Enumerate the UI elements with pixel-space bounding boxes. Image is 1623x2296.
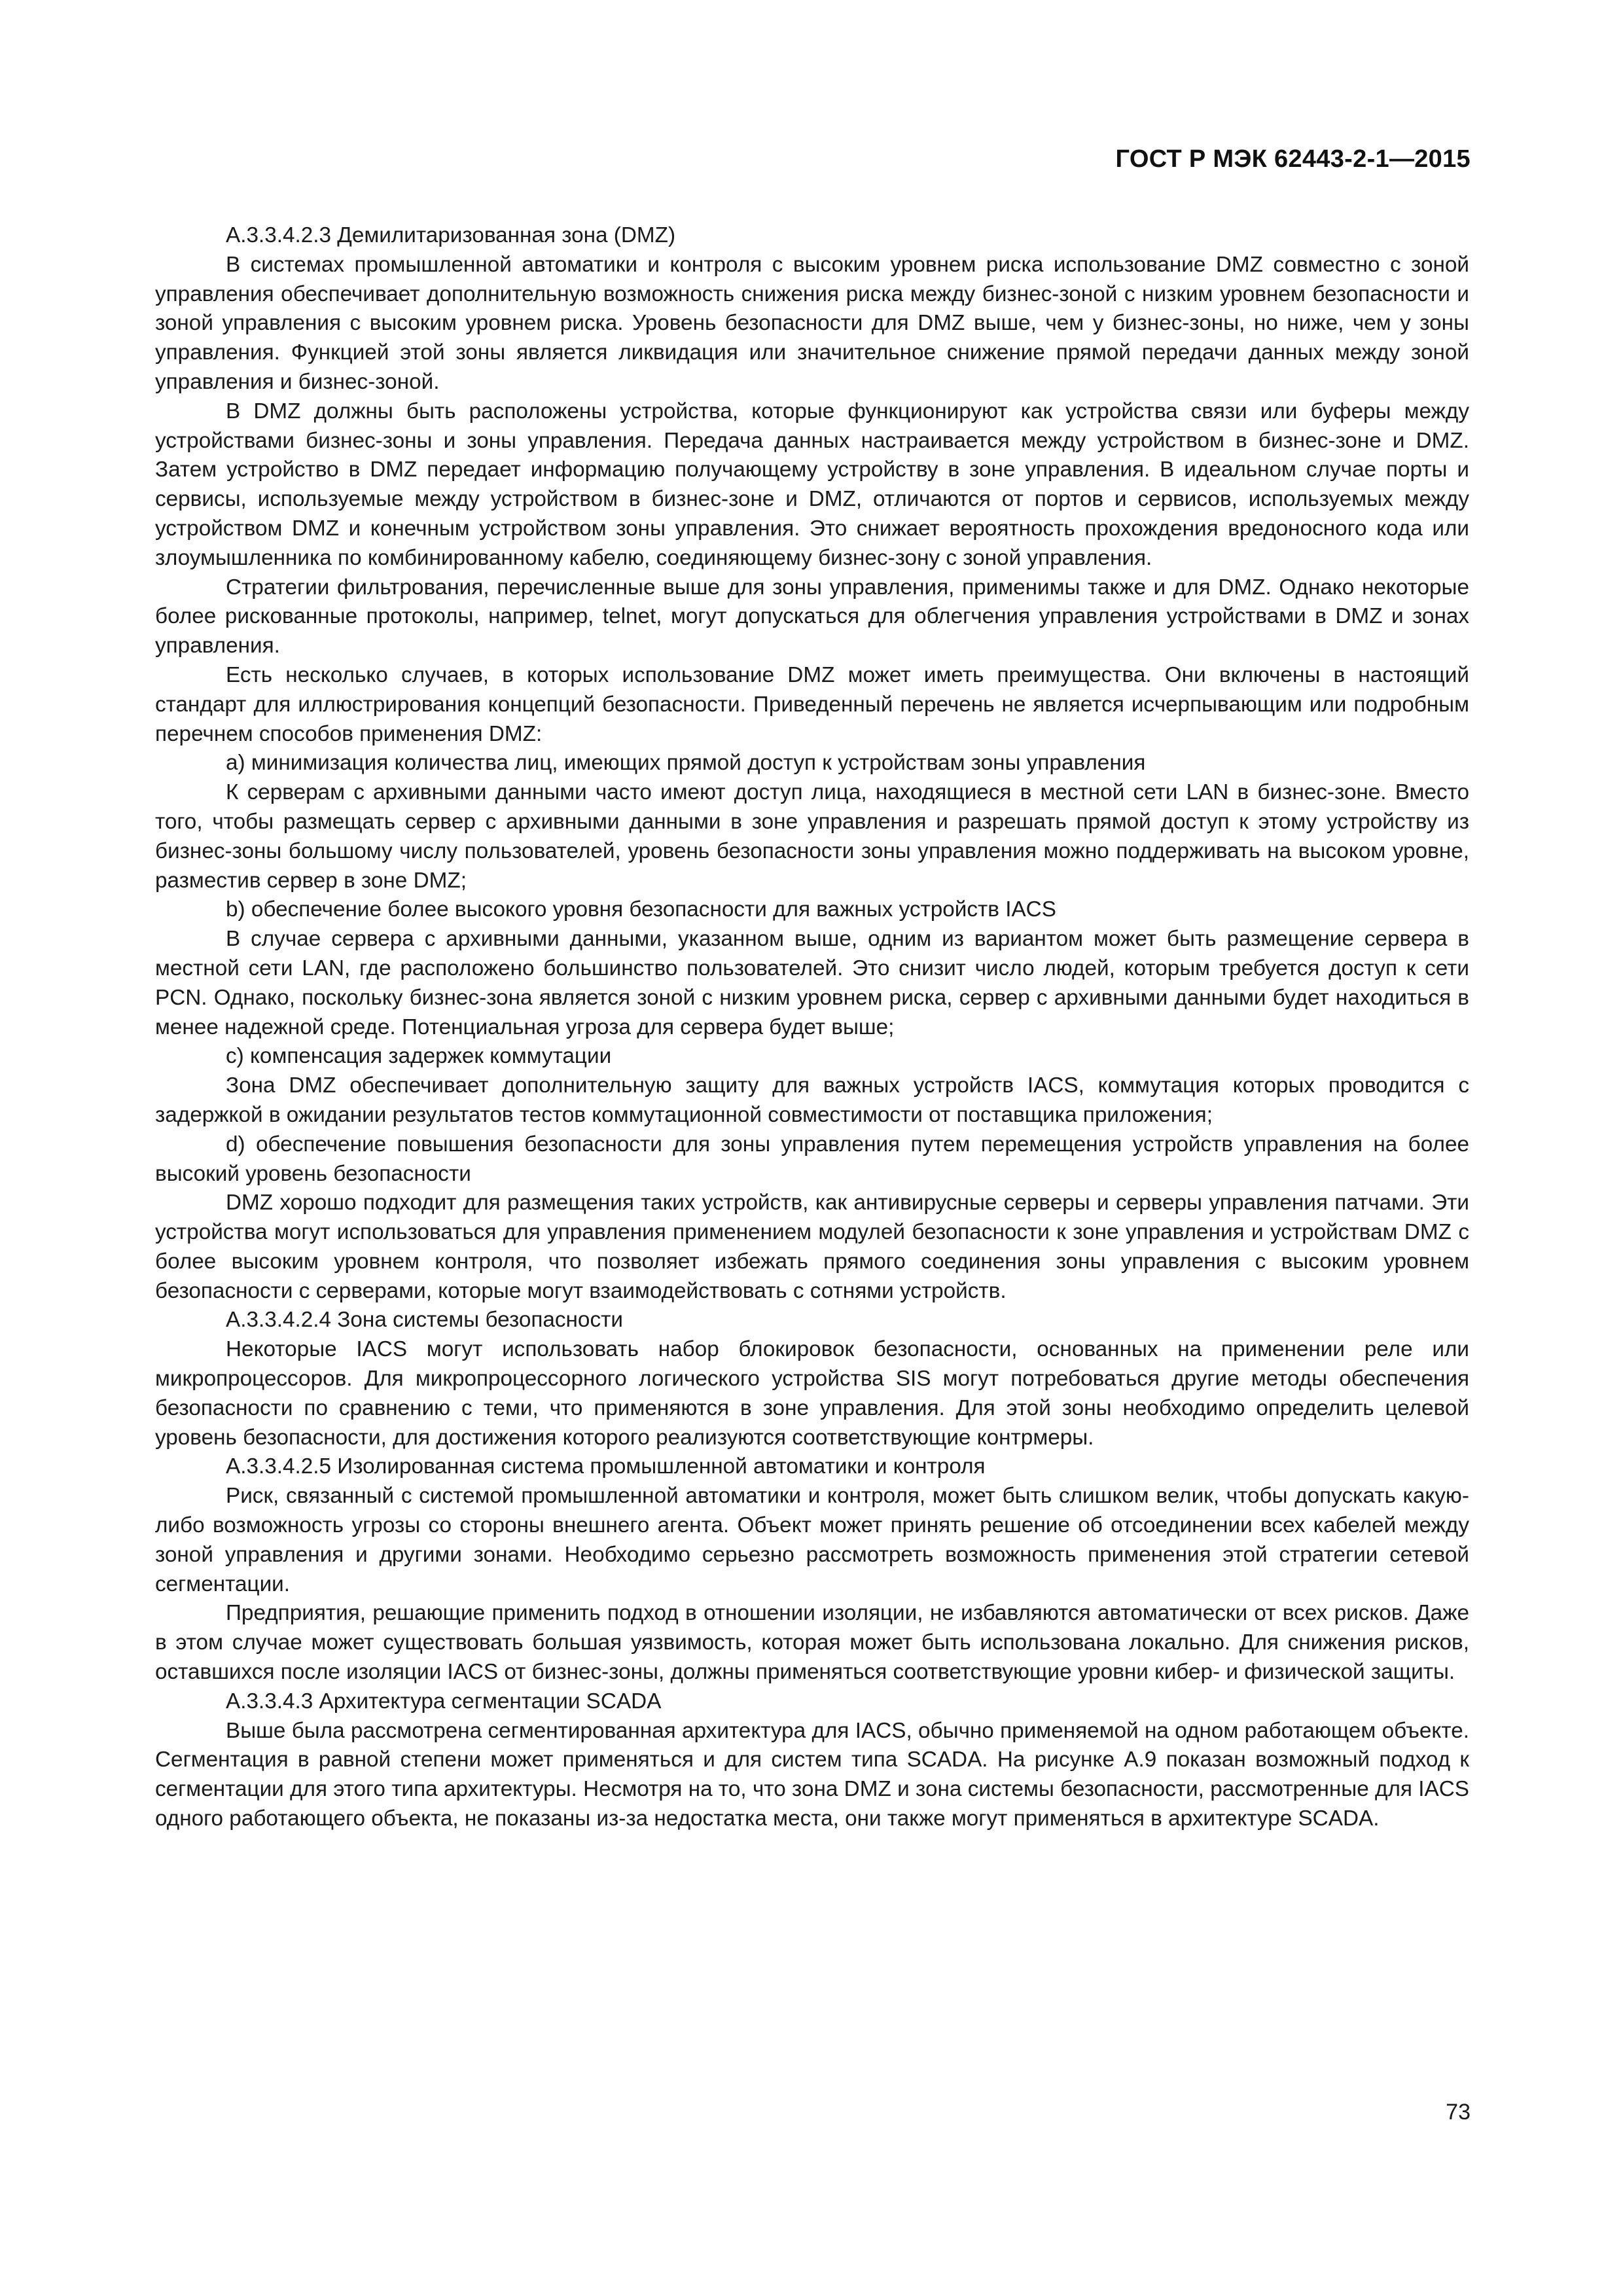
page-number: 73 (1446, 2100, 1471, 2125)
section-heading-safety-zone: А.3.3.4.2.4 Зона системы безопасности (226, 1308, 623, 1333)
section-heading-isolated-system: А.3.3.4.2.5 Изолированная система промышленной автоматики и контроля (226, 1454, 986, 1479)
paragraph: В системах промышленной автоматики и контроля с высоким уровнем риска использование DMZ совместно с зоной управления обеспечивает дополнительную возможность снижения риска между бизнес-зоной с низким уровнем безопасности и зоной управления с высоким уровнем риска. Уровень безопасности для DMZ выше, чем у бизнес-зоны, но ниже, чем у зоны управления. Функцией этой зоны является ликвидация или значительное снижение прямой передачи данных между зоной управления и бизнес-зоной. (155, 252, 1469, 394)
paragraph: К серверам с архивными данными часто имеют доступ лица, находящиеся в местной сети LAN в бизнес-зоне. Вместо того, чтобы размещать сервер с архивными данными в зоне управления и разрешать прямой доступ к этому устройству из бизнес-зоны большому числу пользователей, уровень безопасности зоны управления можно поддерживать на высоком уровне, разместив сервер в зоне DMZ; (155, 780, 1469, 893)
document-code-header: ГОСТ Р МЭК 62443-2-1—2015 (1115, 145, 1471, 173)
body-text (155, 221, 1469, 1834)
paragraph: Стратегии фильтрования, перечисленные выше для зоны управления, применимы также и для DMZ. Однако некоторые более рискованные протоколы, например, telnet, могут допускаться для облегчения управления устройствами в DMZ и зонах управления. (155, 575, 1469, 658)
list-item-b: b) обеспечение более высокого уровня безопасности для важных устройств IACS (226, 897, 1056, 922)
paragraph: В случае сервера с архивными данными, указанном выше, одним из вариантом может быть размещение сервера в местной сети LAN, где расположено большинство пользователей. Это снизит число людей, которым требуется доступ к сети PCN. Однако, поскольку бизнес-зона является зоной с низким уровнем риска, сервер с архивными данными будет находиться в менее надежной среде. Потенциальная угроза для сервера будет выше; (155, 927, 1469, 1039)
paragraph: В DMZ должны быть расположены устройства, которые функционируют как устройства связи или буферы между устройствами бизнес-зоны и зоны управления. Передача данных настраивается между устройством в бизнес-зоне и DMZ. Затем устройство в DMZ передает информацию получающему устройству в зоне управления. В идеальном случае порты и сервисы, используемые между устройством в бизнес-зоне и DMZ, отличаются от портов и сервисов, используемых между устройством DMZ и конечным устройством зоны управления. Это снижает вероятность прохождения вредоносного кода или злоумышленника по комбинированному кабелю, соединяющему бизнес-зону с зоной управления. (155, 399, 1469, 570)
paragraph: Некоторые IACS могут использовать набор блокировок безопасности, основанных на применении реле или микропроцессоров. Для микропроцессорного логического устройства SIS могут потребоваться другие методы обеспечения безопасности по сравнению с теми, что применяются в зоне управления. Для этой зоны необходимо определить целевой уровень безопасности, для достижения которого реализуются соответствующие контрмеры. (155, 1337, 1469, 1450)
paragraph: Выше была рассмотрена сегментированная архитектура для IACS, обычно применяемой на одном работающем объекте. Сегментация в равной степени может применяться и для систем типа SCADA. На рисунке А.9 показан возможный подход к сегментации для этого типа архитектуры. Несмотря на то, что зона DMZ и зона системы безопасности, рассмотренные для IACS одного работающего объекта, не показаны из-за недостатка места, они также могут применяться в архитектуре SCADA. (155, 1718, 1469, 1831)
paragraph: Предприятия, решающие применить подход в отношении изоляции, не избавляются автоматически от всех рисков. Даже в этом случае может существовать большая уязвимость, которая может быть использована локально. Для снижения рисков, оставшихся после изоляции IACS от бизнес-зоны, должны применяться соответствующие уровни кибер- и физической защиты. (155, 1601, 1469, 1685)
paragraph: Есть несколько случаев, в которых использование DMZ может иметь преимущества. Они включены в настоящий стандарт для иллюстрирования концепций безопасности. Приведенный перечень не является исчерпывающим или подробным перечнем способов применения DMZ: (155, 662, 1469, 746)
list-item-d: d) обеспечение повышения безопасности для зоны управления путем перемещения устройств управления на более высокий уровень безопасности (155, 1132, 1469, 1186)
list-item-c: c) компенсация задержек коммутации (226, 1044, 612, 1069)
section-heading-dmz: А.3.3.4.2.3 Демилитаризованная зона (DMZ) (226, 223, 676, 247)
list-item-a: a) минимизация количества лиц, имеющих прямой доступ к устройствам зоны управления (226, 751, 1146, 776)
paragraph: Риск, связанный с системой промышленной автоматики и контроля, может быть слишком велик, чтобы допускать какую-либо возможность угрозы со стороны внешнего агента. Объект может принять решение об отсоединении всех кабелей между зоной управления и другими зонами. Необходимо серьезно рассмотреть возможность применения этой стратегии сетевой сегментации. (155, 1484, 1469, 1596)
paragraph: DMZ хорошо подходит для размещения таких устройств, как антивирусные серверы и серверы управления патчами. Эти устройства могут использоваться для управления применением модулей безопасности к зоне управления и устройствам DMZ с более высоким уровнем контроля, что позволяет избежать прямого соединения зоны управления с высоким уровнем безопасности с серверами, которые могут взаимодействовать с сотнями устройств. (155, 1191, 1469, 1303)
paragraph: Зона DMZ обеспечивает дополнительную защиту для важных устройств IACS, коммутация которых проводится с задержкой в ожидании результатов тестов коммутационной совместимости от поставщика приложения; (155, 1073, 1469, 1127)
section-heading-scada: А.3.3.4.3 Архитектура сегментации SCADA (226, 1689, 662, 1713)
